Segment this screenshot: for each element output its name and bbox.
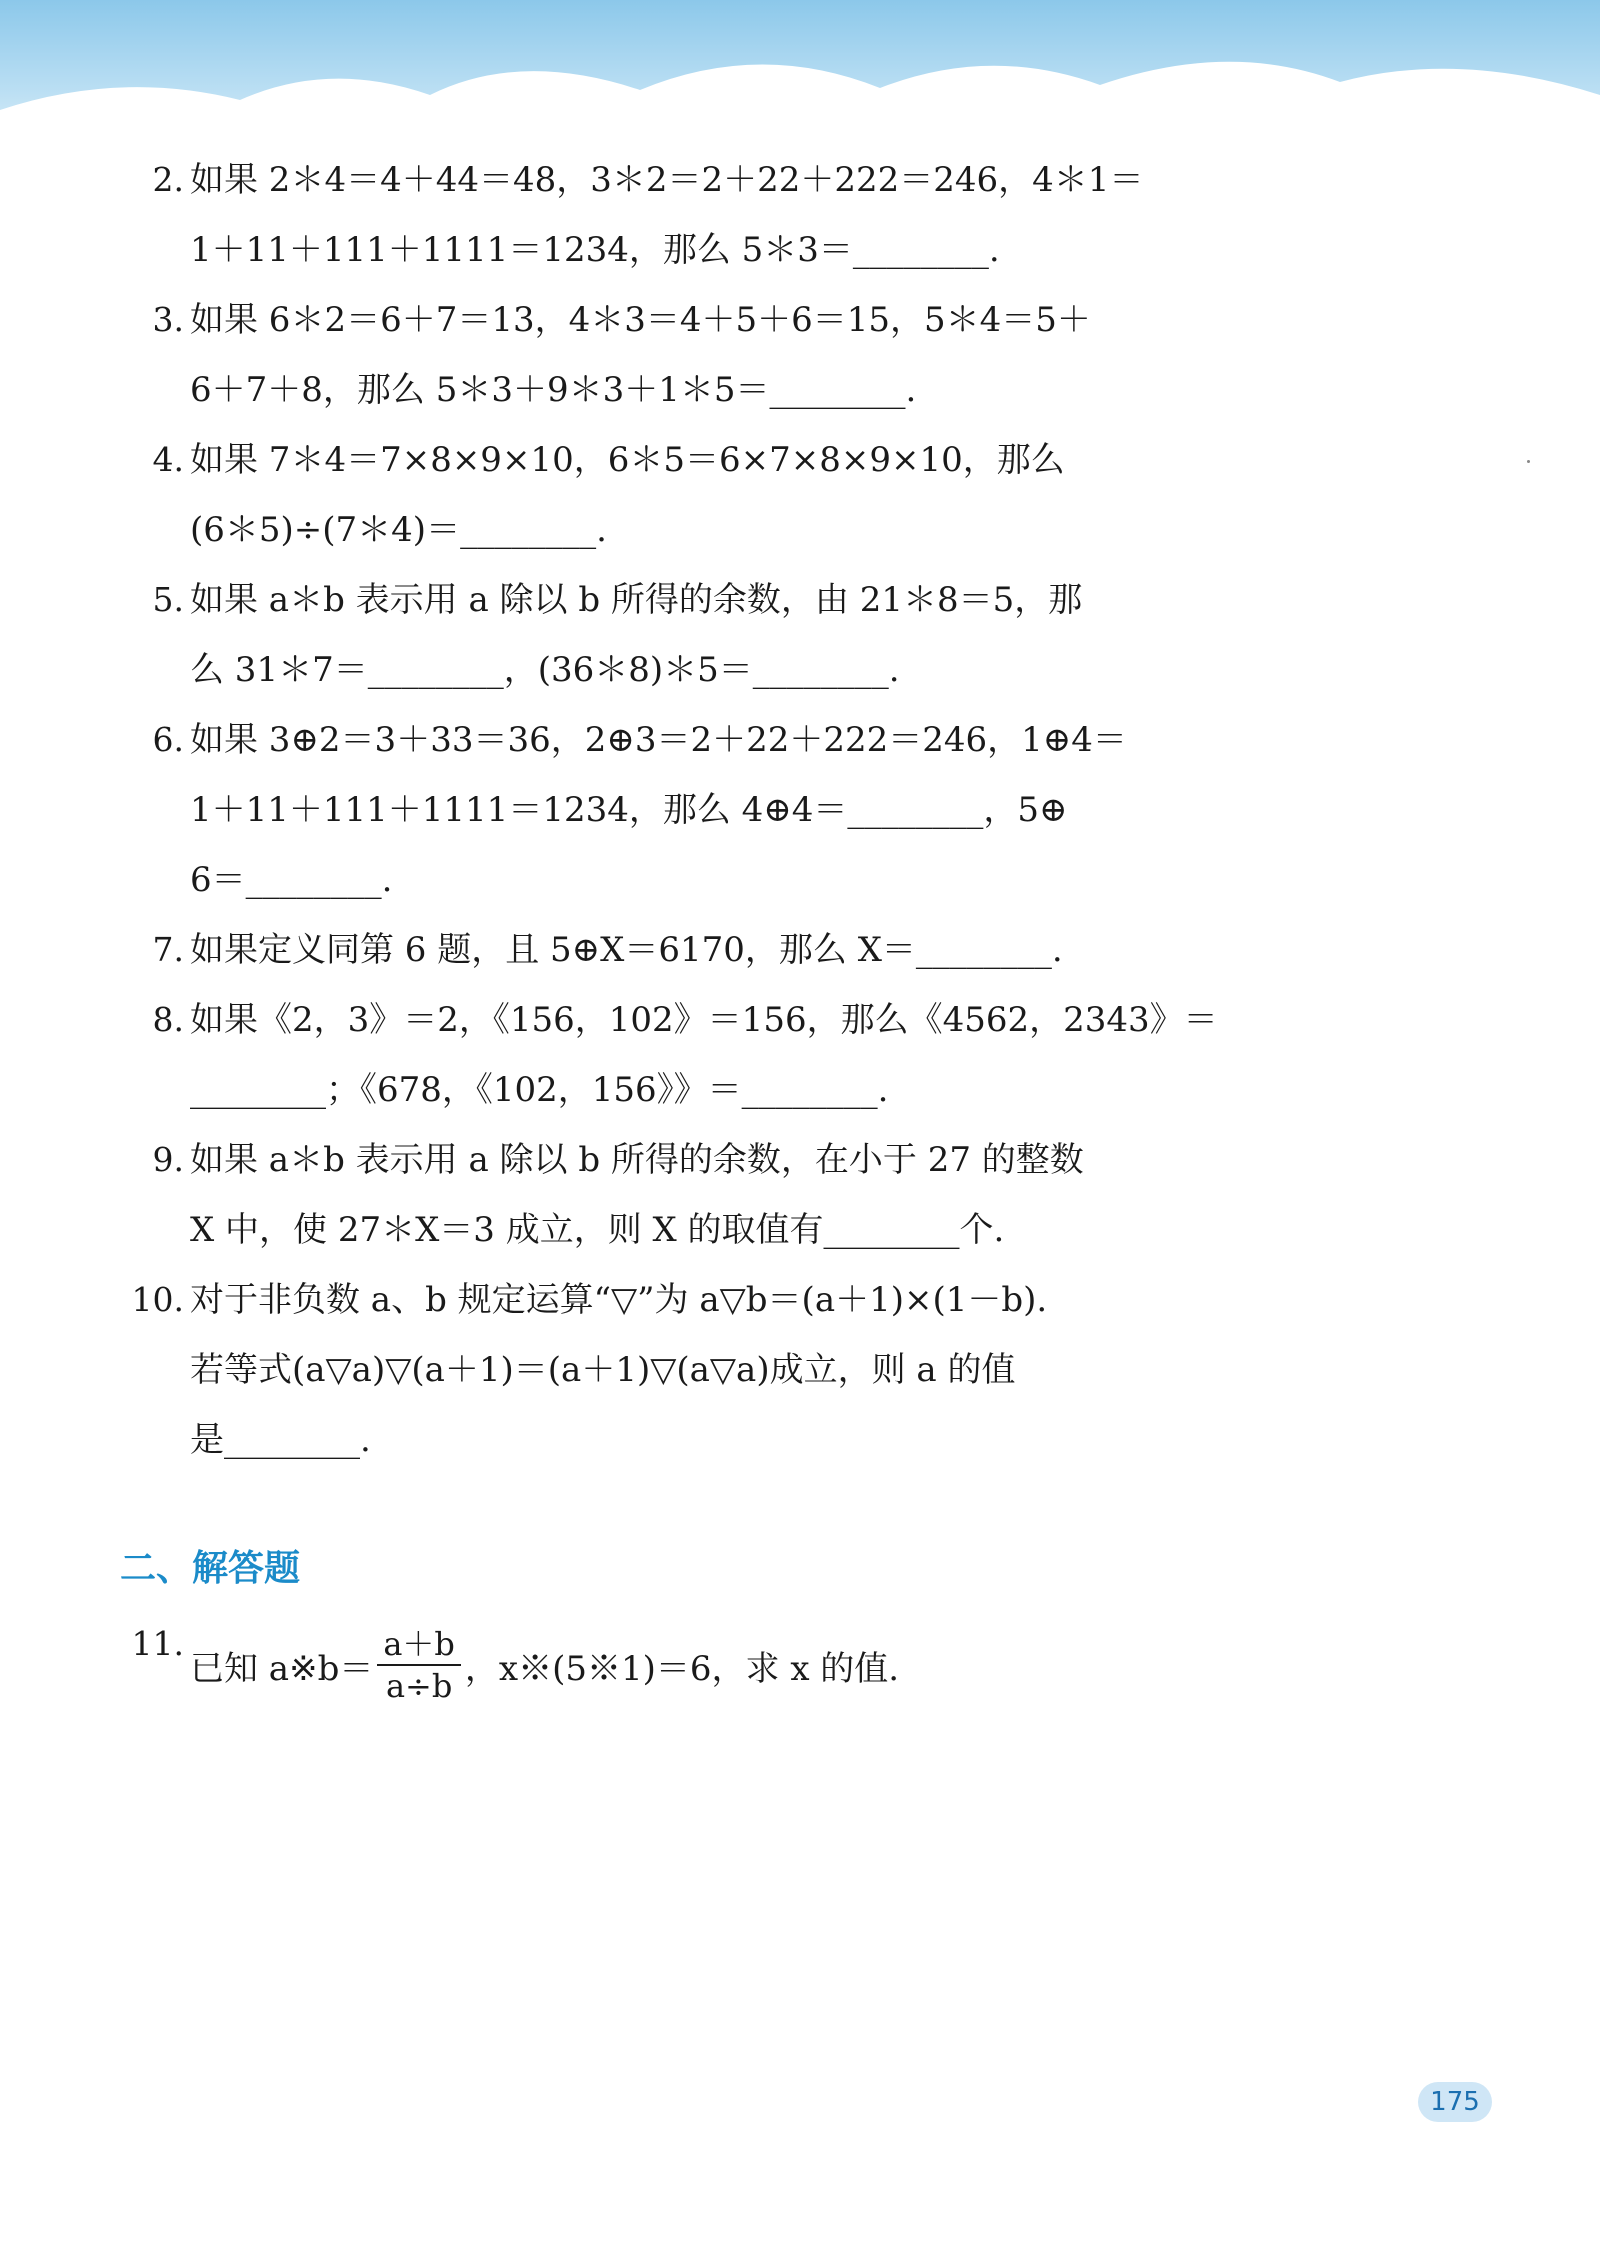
question-10 — [120, 1265, 1130, 1475]
question-text: 如果 7＊4＝7×8×9×10，6＊5＝6×7×8×9×10，那么 — [190, 440, 1065, 480]
section-title: 二、解答题 — [120, 1548, 301, 1589]
question-5 — [120, 565, 1130, 705]
question-number: 8. — [152, 1000, 184, 1039]
speck — [1527, 460, 1530, 463]
question-2 — [120, 145, 1144, 285]
question-suffix: ，x※(5※1)＝6，求 x 的值. — [464, 1648, 900, 1689]
question-8 — [120, 985, 1218, 1125]
question-list — [120, 145, 1218, 1475]
question-text: 如果 a＊b 表示用 a 除以 b 所得的余数，在小于 27 的整数 — [190, 1140, 1084, 1180]
question-text: 是________. — [190, 1420, 371, 1460]
question-text: (6＊5)÷(7＊4)＝________. — [190, 510, 607, 550]
question-7 — [120, 915, 1130, 985]
question-number: 2. — [152, 160, 184, 199]
question-9 — [120, 1125, 1130, 1265]
question-text: 对于非负数 a、b 规定运算“▽”为 a▽b＝(a＋1)×(1－b). — [190, 1280, 1048, 1320]
question-text: 如果 6＊2＝6＋7＝13，4＊3＝4＋5＋6＝15，5＊4＝5＋ — [190, 300, 1091, 340]
fraction — [377, 1624, 461, 1706]
question-text — [190, 1624, 899, 1706]
fraction-denominator: a÷b — [385, 1667, 453, 1705]
page-number: 175 — [1418, 2082, 1492, 2122]
question-3 — [120, 285, 1130, 425]
question-text: 如果 a＊b 表示用 a 除以 b 所得的余数，由 21＊8＝5，那 — [190, 580, 1083, 620]
question-6 — [120, 705, 1130, 915]
question-text: ________；《678，《102，156》》＝________. — [190, 1070, 889, 1110]
question-number: 11. — [131, 1624, 184, 1663]
question-text: 若等式(a▽a)▽(a＋1)＝(a＋1)▽(a▽a)成立，则 a 的值 — [190, 1350, 1016, 1390]
fraction-numerator: a＋b — [377, 1624, 461, 1666]
question-number: 4. — [152, 440, 184, 479]
question-text: 6＋7＋8，那么 5＊3＋9＊3＋1＊5＝________. — [190, 370, 917, 410]
question-text: 如果 3⊕2＝3＋33＝36，2⊕3＝2＋22＋222＝246，1⊕4＝ — [190, 720, 1127, 760]
question-number: 6. — [152, 720, 184, 759]
question-number: 10. — [131, 1280, 184, 1319]
question-prefix: 已知 a※b＝ — [190, 1648, 374, 1689]
question-text: 6＝________. — [190, 860, 393, 900]
question-text: X 中，使 27＊X＝3 成立，则 X 的取值有________个. — [190, 1210, 1005, 1250]
question-number: 9. — [152, 1140, 184, 1179]
question-text: 1＋11＋111＋1111＝1234，那么 5＊3＝________. — [190, 230, 1000, 270]
question-number: 7. — [152, 930, 184, 969]
question-number: 5. — [152, 580, 184, 619]
question-text: 如果 2＊4＝4＋44＝48，3＊2＝2＋22＋222＝246，4＊1＝ — [190, 160, 1144, 200]
question-4 — [120, 425, 1130, 565]
question-text: 如果《2，3》＝2，《156，102》＝156，那么《4562，2343》＝ — [190, 1000, 1218, 1040]
question-number: 3. — [152, 300, 184, 339]
question-text: 如果定义同第 6 题，且 5⊕X＝6170，那么 X＝________. — [190, 930, 1063, 970]
question-text: 1＋11＋111＋1111＝1234，那么 4⊕4＝________，5⊕ — [190, 790, 1068, 830]
question-text: 么 31＊7＝________，(36＊8)＊5＝________. — [190, 650, 900, 690]
header-decoration — [0, 0, 1600, 160]
